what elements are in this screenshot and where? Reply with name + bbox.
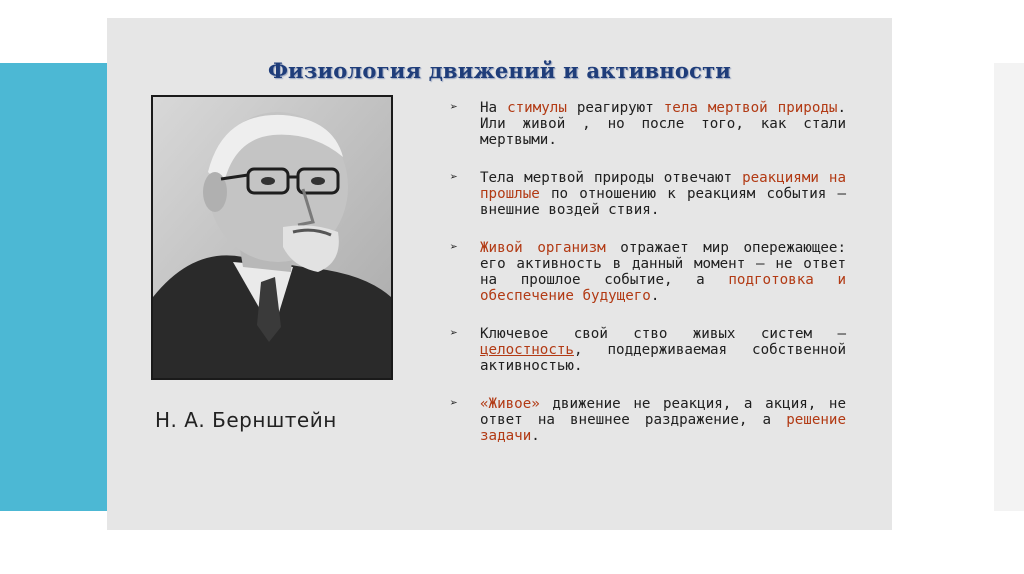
highlight-text: подготовка и обеспечение будущего [480,272,847,304]
arrow-bullet-icon: ➢ [450,100,458,115]
slide-title: Физиология движений и активности [267,58,732,83]
arrow-bullet-icon: ➢ [450,326,458,341]
bullet-text: . Или живой , но после того, как стали мертвыми. [480,100,847,148]
bullet-text: реагируют [566,100,664,116]
bullet-text: . [531,428,540,444]
portrait-caption: Н. А. Бернштейн [155,408,337,432]
bullet-text: по отношению к реакциям события – внешние воздей ствия. [480,186,846,218]
bullet-text: Ключевое свой ство живых систем – [480,326,846,342]
slide [107,18,892,530]
bullet-item [450,240,846,304]
bullet-item [450,396,846,444]
bullet-list [450,100,846,466]
accent-band-left [0,63,107,511]
bullet-text: , поддерживаемая собственной активностью. [480,342,846,374]
arrow-bullet-icon: ➢ [450,170,458,185]
highlight-text: целостность [480,342,574,358]
arrow-bullet-icon: ➢ [450,396,458,411]
accent-band-right [994,63,1024,511]
portrait-photo [151,95,393,380]
bullet-text: На [480,100,508,116]
arrow-bullet-icon: ➢ [450,240,458,255]
bullet-text: отражает мир опережающее: его активность в данный момент – не ответ на прошлое событие, а [480,240,846,288]
bullet-item [450,170,846,218]
bullet-text: . [650,288,660,304]
bullet-text: движение не реакция, а акция, не ответ на внешнее раздражение, а [480,396,846,428]
bullet-item [450,100,846,148]
bullet-text: Тела мертвой природы отвечают [480,170,743,186]
bullet-item [450,326,846,374]
highlight-text: Живой организм [480,240,606,256]
highlight-text: стимулы [507,100,567,116]
highlight-text: реакциями на прошлые [480,170,847,202]
highlight-text: тела мертвой природы [663,100,838,116]
highlight-text: «Живое» [480,396,540,412]
highlight-text: решение задачи [480,412,846,444]
